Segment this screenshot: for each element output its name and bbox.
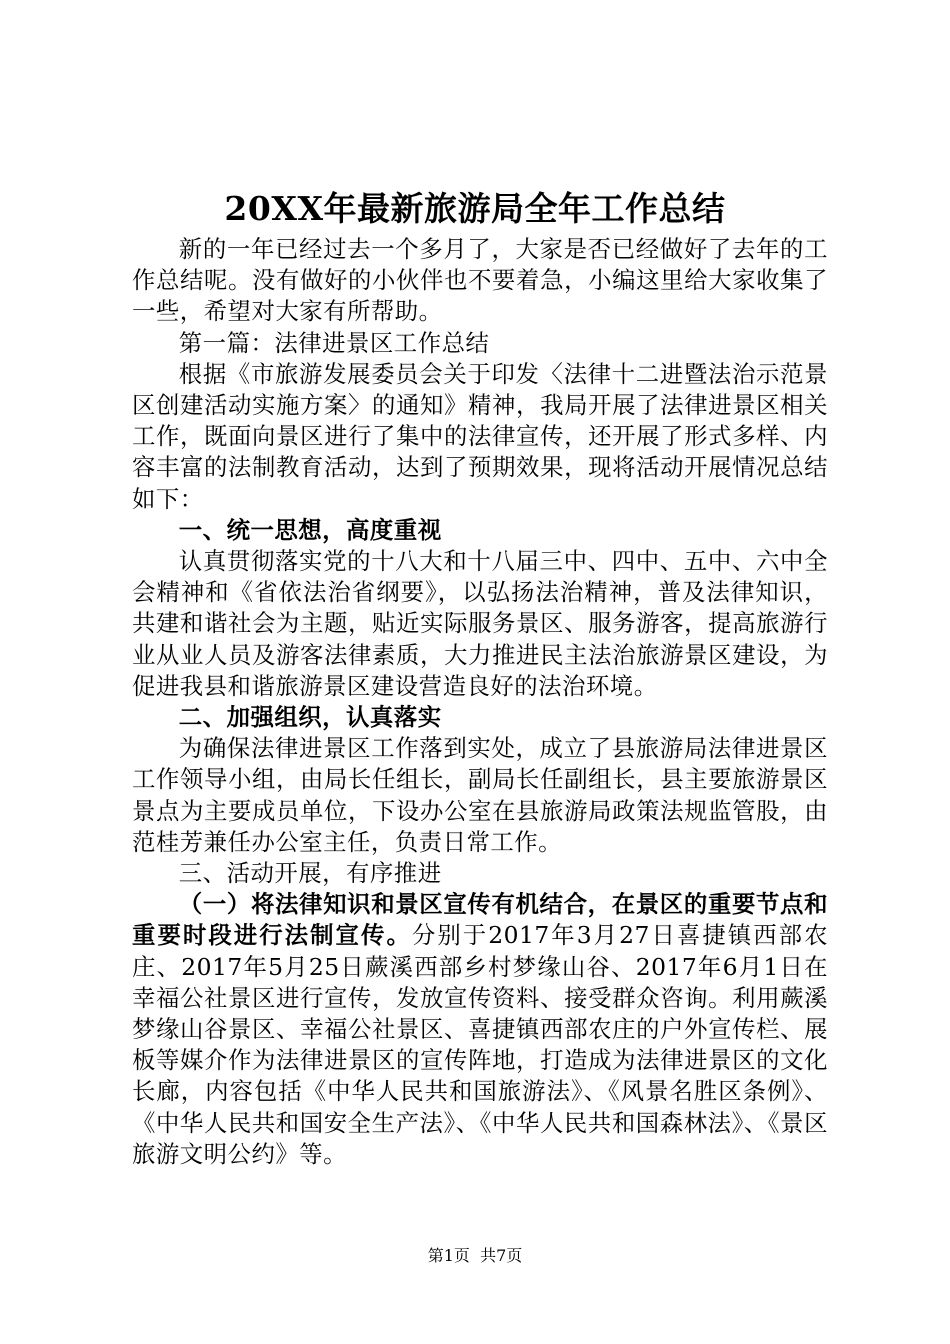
chapter-heading: 第一篇：法律进景区工作总结 xyxy=(178,328,490,357)
section-paragraph-1: 认真贯彻落实党的十八大和十八届三中、四中、五中、六中全会精神和《省依法治省纲要》，以弘扬法治精神，普及法律知识，共建和谐社会为主题，贴近实际服务景区、服务游客，提高旅游行业从业人员及游客法律素质，大力推进民主法治旅游景区建设，为促进我县和谐旅游景区建设营造良好的法治环境。 xyxy=(132,547,828,700)
page-footer xyxy=(0,1244,950,1268)
section-heading-1: 一、统一思想，高度重视 xyxy=(178,515,442,544)
background-paragraph: 根据《市旅游发展委员会关于印发〈法律十二进暨法治示范景区创建活动实施方案〉的通知》精神，我局开展了法律进景区相关工作，既面向景区进行了集中的法律宣传，还开展了形式多样、内容丰富的法制教育活动，达到了预期效果，现将活动开展情况总结如下： xyxy=(132,359,828,513)
section-heading-3: 三、活动开展，有序推进 xyxy=(178,859,442,888)
document-body xyxy=(132,234,828,1170)
document-title: 20XX年最新旅游局全年工作总结 xyxy=(224,189,726,228)
section-paragraph-2: 为确保法律进景区工作落到实处，成立了县旅游局法律进景区工作领导小组，由局长任组长，副局长任副组长，县主要旅游景区景点为主要成员单位，下设办公室在县旅游局政策法规监管股，由范桂芳兼任办公室主任，负责日常工作。 xyxy=(132,734,828,856)
subsection-lead: （一）将法律知识和景区宣传有机结合，在景区的重要节点和重要时段进行法制宣传。 xyxy=(132,890,828,950)
subsection-paragraph-1 xyxy=(132,889,828,1170)
page-number: 第1页 共7页 xyxy=(427,1246,523,1265)
subsection-text: 分别于2017年3月27日喜捷镇西部农庄、2017年5月25日蕨溪西部乡村梦缘山谷、2017年6月1日在幸福公社景区进行宣传，发放宣传资料、接受群众咨询。利用蕨溪梦缘山谷景区、幸福公社景区、喜捷镇西部农庄的户外宣传栏、展板等媒介作为法律进景区的宣传阵地，打造成为法律进景区的文化长廊，内容包括《中华人民共和国旅游法》、《风景名胜区条例》、《中华人民共和国安全生产法》、《中华人民共和国森林法》、《景区旅游文明公约》等。 xyxy=(132,921,829,1168)
intro-paragraph: 新的一年已经过去一个多月了，大家是否已经做好了去年的工作总结呢。没有做好的小伙伴也不要着急，小编这里给大家收集了一些，希望对大家有所帮助。 xyxy=(132,235,828,326)
section-heading-2: 二、加强组织，认真落实 xyxy=(178,703,442,732)
